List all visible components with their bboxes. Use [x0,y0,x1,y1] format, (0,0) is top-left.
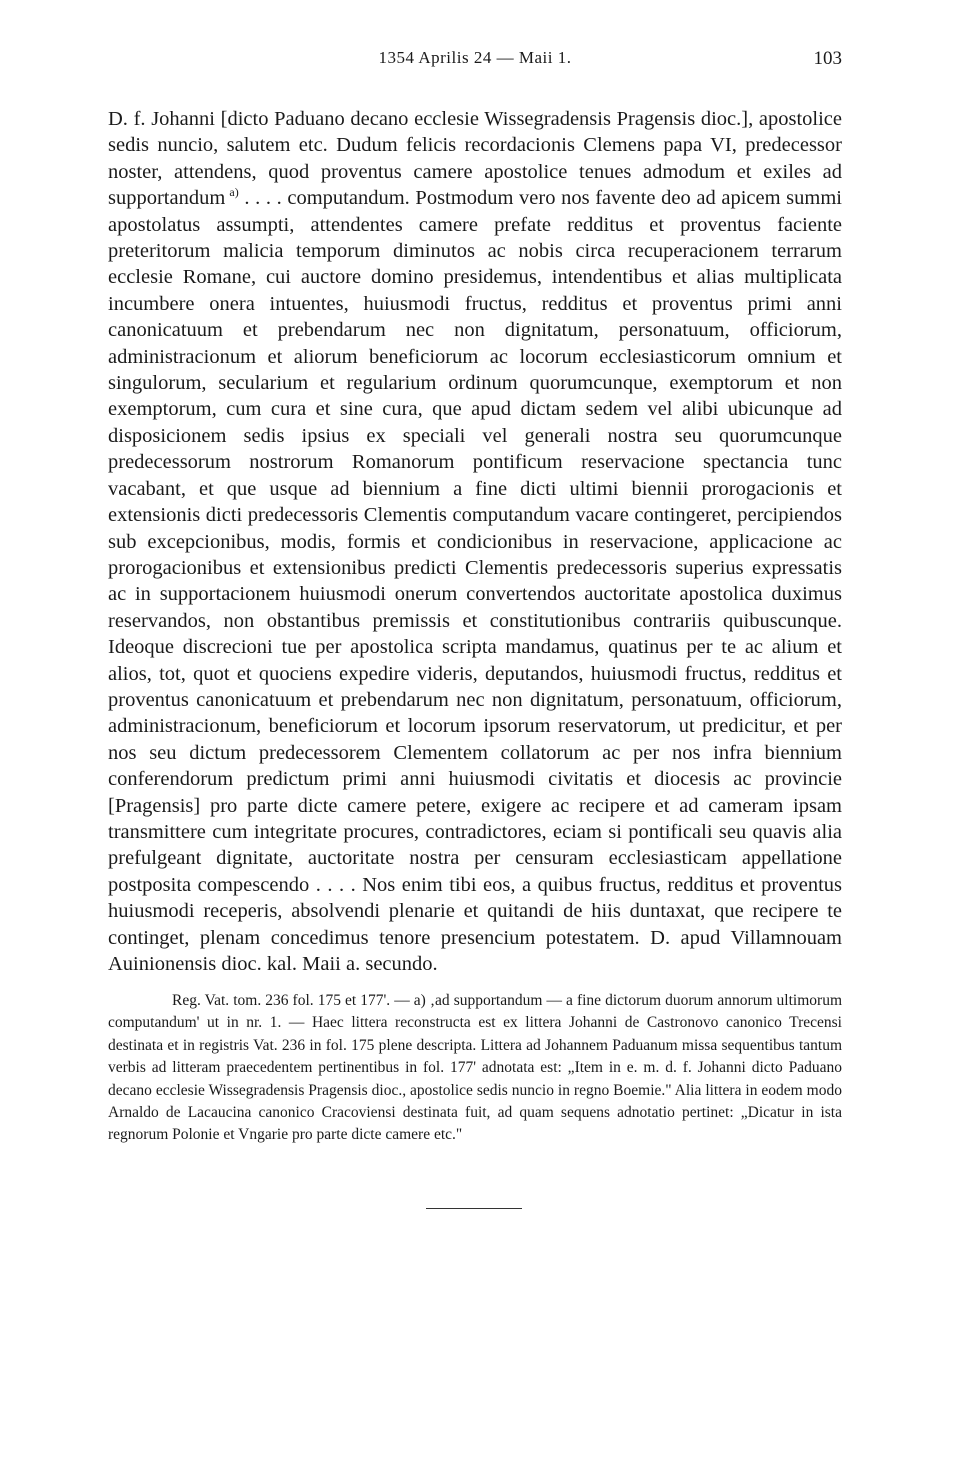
footnote-text: Reg. Vat. tom. 236 fol. 175 et 177'. — a) ‚ad supportandum — a fine dictorum duorum annorum ultimorum computandum' ut in nr. 1. — Haec littera reconstructa est ex littera Johanni de Castronovo canonico Trecensi destinata et in registris Vat. 236 in fol. 175 plene descripta. Littera ad Johannem Paduanum missa sequentibus tantum verbis ad litteram praecedentem pertinentibus in fol. 177' adnotata est: „Item in e. m. d. f. Johanni dicto Paduano decano ecclesie Wissegradensis Pragensis dioc., apostolice sedis nuncio in regno Boemie." Alia littera in eodem modo Arnaldo de Lacaucina canonico Cracoviensi destinata fuit, ad quam sequens adnotatio pertinet: „Dicatur in ista regnorum Polonie et Vngarie pro parte dicte camere etc." [108,992,842,1144]
letter-body [108,106,842,977]
page-number: 103 [813,48,842,69]
footnote-section [108,990,842,1147]
letter-text-part-2: . . . . computandum. Postmodum vero nos favente deo ad apicem summi apostolatus assumpti, attendentes camere prefate redditus et proventus faciente preteritorum malicia temporum diminutos ac nobis circa recuperacionem terrarum ecclesie Romane, cui auctore domino presidemus, intendentibus et alias multiplicata incumbere onera intuentes, huiusmodi fructus, redditus et proventus primi anni canonicatuum et prebendarum nec non dignitatum, personatuum, officiorum, administracionum et aliorum beneficiorum ac locorum ecclesiasticorum omnium et singulorum, secularium et regularium ordinum quorumcunque, exemptorum et non exemptorum, cum cura et sine cura, que apud dictam sedem vel alibi ubicunque ad disposicionem sedis ipsius ex speciali vel generali nostra seu quorumcunque predecessorum nostrorum Romanorum pontificum reservacione spectancia tunc vacabant, et que usque ad biennium a fine dicti ultimi biennii prorogacionis et extensionis dicti predecessoris Clementis computandum vacare contingeret, percipiendos sub excepcionibus, modis, formis et condicionibus in reservacione, applicacione ac prorogacionibus et extensionibus predicti Clementis predecessoris superius expressatis ac in supportacionem huiusmodi onerum convertendos auctoritate apostolica duximus reservandos, non obstantibus premissis et constitutionibus contrariis quibuscunque. Ideoque discrecioni tue per apostolica scripta mandamus, quatinus per te ac alium et alios, tot, quot et quociens expedire videris, deputandos, huiusmodi fructus, redditus et proventus canonicatuum et prebendarum nec non dignitatum, personatuum, officiorum, administracionum, beneficiorum et locorum ipsorum reservatorum, ut predicitur, et per nos seu dictum predecessorem Clementem collatorum ac per nos infra biennium conferendorum predictum primi anni huiusmodi civitatis et diocesis ac provincie [Pragensis] pro parte dicte camere petere, exigere ac recipere et ad cameram ipsam transmittere cum integritate procures, contradictores, eciam si pontificali seu quavis alia prefulgeant dignitate, auctoritate nostra per censuram ecclesiasticam appellatione postposita compescendo . . . . Nos enim tibi eos, a quibus fructus, redditus et proventus huiusmodi receperis, absolvendi plenarie et quitandi de hiis duntaxat, que recipere te continget, plenam concedimus tenore presencium potestatem. D. apud Villamnouam Auinionensis dioc. kal. Maii a. secundo. [108,187,842,975]
end-rule [426,1208,522,1209]
footnote-marker: a) [229,185,239,200]
running-head: 1354 Aprilis 24 — Maii 1. [378,48,572,67]
letter-text-part-1: D. f. Johanni [dicto Paduano decano ecclesie Wissegradensis Pragensis dioc.], apostolice sedis nuncio, salutem etc. Dudum felicis recordacionis Clemens papa VI, predecessor noster, attendens, quod proventus camere apostolice tenues admodum et exiles ad supportandum [108,108,842,210]
letter-paragraph [108,106,842,977]
page-header [108,48,842,76]
